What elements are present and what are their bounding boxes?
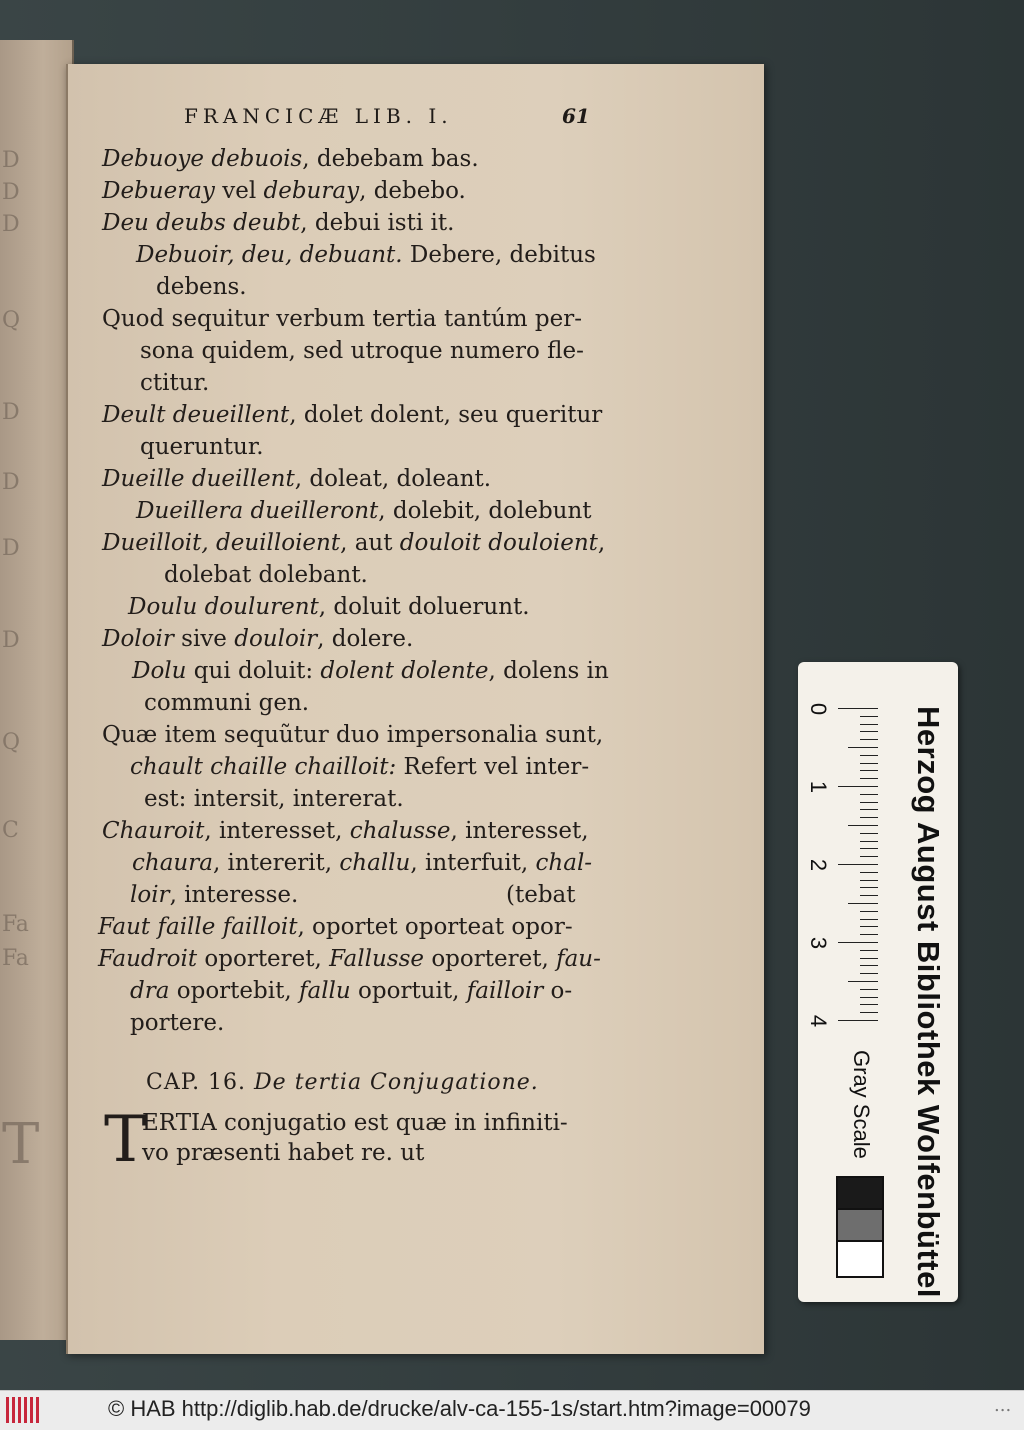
ruler-number: 1 xyxy=(806,780,832,794)
ruler-tick xyxy=(860,911,878,912)
ruler-number: 0 xyxy=(806,702,832,716)
margin-fragment: Q xyxy=(2,308,21,333)
ruler-tick xyxy=(860,739,878,740)
source-url[interactable]: © HAB http://diglib.hab.de/drucke/alv-ca-155-1s/start.htm?image=00079 xyxy=(108,1396,811,1421)
ruler-tick xyxy=(860,950,878,951)
text-line: Dueilloit, deuilloient, aut douloit douloient, xyxy=(102,530,606,556)
paragraph-line-2: vo præsenti habet re. ut xyxy=(142,1140,425,1166)
ruler-tick xyxy=(860,856,878,857)
text-line: Dolu qui doluit: dolent dolente, dolens in xyxy=(132,658,609,684)
text-line: dolebat dolebant. xyxy=(164,562,368,588)
book-page xyxy=(66,64,764,1354)
text-line: sona quidem, sed utroque numero fle- xyxy=(140,338,584,364)
ruler-tick xyxy=(838,708,878,709)
margin-fragment: D xyxy=(2,180,20,205)
ruler-tick xyxy=(860,794,878,795)
ruler-tick xyxy=(838,864,878,865)
ruler-tick xyxy=(860,833,878,834)
ruler-tick xyxy=(838,1020,878,1021)
ruler-tick xyxy=(860,997,878,998)
text-line: (tebat xyxy=(506,882,576,908)
ruler-tick xyxy=(860,989,878,990)
ruler-tick xyxy=(860,763,878,764)
ruler-number: 3 xyxy=(806,936,832,950)
ruler-tick xyxy=(838,942,878,943)
ruler-scale xyxy=(806,702,884,1038)
ruler-tick xyxy=(848,825,878,826)
ruler-tick xyxy=(860,809,878,810)
ruler-tick xyxy=(848,747,878,748)
text-line: debens. xyxy=(156,274,247,300)
text-line: chaura, intererit, challu, interfuit, chal- xyxy=(132,850,593,876)
margin-fragment: D xyxy=(2,628,20,653)
ruler-tick xyxy=(860,841,878,842)
library-name: Herzog August Bibliothek Wolfenbüttel xyxy=(911,706,946,1298)
text-line: Faut faille failloit, oportet oporteat opor- xyxy=(98,914,573,940)
initial-letter: T xyxy=(104,1103,147,1177)
text-line: Doulu doulurent, doluit doluerunt. xyxy=(128,594,530,620)
text-line: Deult deueillent, dolet dolent, seu queritur xyxy=(102,402,603,428)
footer-bar xyxy=(0,1390,1024,1430)
text-line: Debuoir, deu, debuant. Debere, debitus xyxy=(136,242,596,268)
ruler-tick xyxy=(848,903,878,904)
ruler-tick xyxy=(860,778,878,779)
adjacent-page xyxy=(0,40,74,1340)
text-line: Quod sequitur verbum tertia tantúm per- xyxy=(102,306,582,332)
ruler-tick xyxy=(848,981,878,982)
margin-fragment: Fa xyxy=(2,946,29,971)
ruler-tick xyxy=(860,770,878,771)
text-line: Debueray vel deburay, debebo. xyxy=(102,178,466,204)
chapter-heading xyxy=(146,1070,539,1095)
margin-fragment: T xyxy=(2,1112,40,1177)
chapter-number: CAP. 16. xyxy=(146,1070,247,1095)
ruler-tick xyxy=(838,786,878,787)
ruler-tick xyxy=(860,973,878,974)
ruler-tick xyxy=(860,919,878,920)
text-line: Doloir sive douloir, dolere. xyxy=(102,626,414,652)
ruler-number: 2 xyxy=(806,858,832,872)
hab-logo-icon xyxy=(6,1397,42,1423)
text-line: chault chaille chailloit: Refert vel inter- xyxy=(130,754,590,780)
page-number: 61 xyxy=(562,104,590,128)
ruler-tick xyxy=(860,895,878,896)
ruler-tick xyxy=(860,1012,878,1013)
ruler-tick xyxy=(860,934,878,935)
text-line: est: intersit, intererat. xyxy=(144,786,404,812)
ruler-tick xyxy=(860,724,878,725)
ruler-tick xyxy=(860,716,878,717)
text-line: queruntur. xyxy=(140,434,264,460)
text-line: Dueille dueillent, doleat, doleant. xyxy=(102,466,492,492)
running-title: FRANCICÆ LIB. I. xyxy=(184,104,453,128)
text-line: dra oportebit, fallu oportuit, failloir o- xyxy=(130,978,573,1004)
text-line: loir, interesse. xyxy=(130,882,299,908)
margin-fragment: D xyxy=(2,148,20,173)
ruler-tick xyxy=(860,965,878,966)
text-line: Quæ item sequũtur duo impersonalia sunt, xyxy=(102,722,604,748)
ruler-tick xyxy=(860,958,878,959)
more-icon[interactable]: ... xyxy=(994,1395,1012,1416)
text-line: ctitur. xyxy=(140,370,210,396)
text-line: Deu deubs deubt, debui isti it. xyxy=(102,210,455,236)
text-line: Debuoye debuois, debebam bas. xyxy=(102,146,479,172)
text-line: communi gen. xyxy=(144,690,310,716)
color-reference-card xyxy=(798,662,958,1302)
gray-scale-label: Gray Scale xyxy=(849,1050,874,1159)
ruler-number: 4 xyxy=(806,1014,832,1028)
ruler-tick xyxy=(860,872,878,873)
text-line: Dueillera dueilleront, dolebit, dolebunt xyxy=(136,498,592,524)
ruler-tick xyxy=(860,887,878,888)
ruler-tick xyxy=(860,817,878,818)
margin-fragment: D xyxy=(2,212,20,237)
text-line: portere. xyxy=(130,1010,225,1036)
ruler-tick xyxy=(860,848,878,849)
ruler-tick xyxy=(860,1004,878,1005)
margin-fragment: D xyxy=(2,400,20,425)
margin-fragment: C xyxy=(2,818,19,843)
ruler-tick xyxy=(860,880,878,881)
margin-fragment: Q xyxy=(2,730,21,755)
chapter-title: De tertia Conjugatione. xyxy=(254,1070,539,1095)
gray-swatch-white xyxy=(836,1240,884,1278)
text-line: Faudroit oporteret, Fallusse oporteret, fau- xyxy=(98,946,601,972)
ruler-tick xyxy=(860,926,878,927)
paragraph-line-1: ERTIA conjugatio est quæ in infiniti- xyxy=(142,1110,568,1136)
ruler-tick xyxy=(860,731,878,732)
margin-fragment: Fa xyxy=(2,912,29,937)
ruler-tick xyxy=(860,802,878,803)
ruler-tick xyxy=(860,755,878,756)
text-line: Chauroit, interesset, chalusse, interesset, xyxy=(102,818,589,844)
margin-fragment: D xyxy=(2,536,20,561)
margin-fragment: D xyxy=(2,470,20,495)
